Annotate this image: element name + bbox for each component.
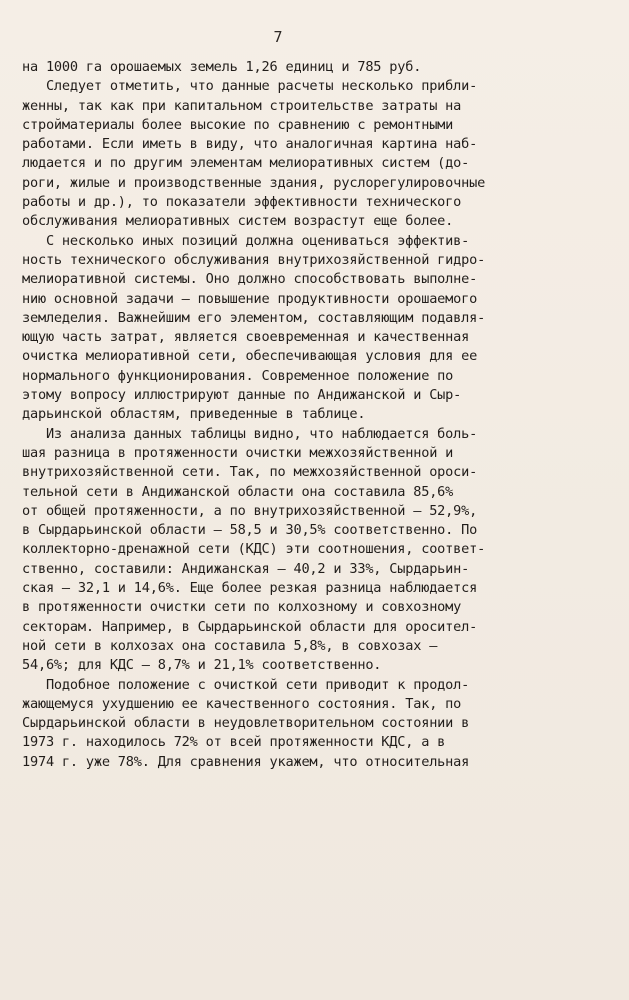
text-line: этому вопросу иллюстрируют данные по Андижанской и Сыр- bbox=[22, 387, 462, 404]
text-line: ность технического обслуживания внутрихозяйственной гидро- bbox=[22, 251, 486, 268]
text-line: внутрихозяйственной сети. Так, по межхозяйственной ороси- bbox=[22, 464, 478, 481]
body-text bbox=[22, 58, 622, 772]
text-line: тельной сети в Андижанской области она составила 85,6% bbox=[22, 483, 454, 500]
text-line: Сырдарьинской области в неудовлетворительном состоянии в bbox=[22, 715, 470, 732]
text-line: работами. Если иметь в виду, что аналогичная картина наб- bbox=[22, 136, 478, 153]
text-line: ская – 32,1 и 14,6%. Еще более резкая разница наблюдается bbox=[22, 580, 478, 597]
text-line: дарьинской областям, приведенные в таблице. bbox=[22, 406, 366, 423]
text-line: жающемуся ухудшению ее качественного состояния. Так, по bbox=[22, 695, 462, 712]
text-line: Из анализа данных таблицы видно, что наблюдается боль- bbox=[22, 425, 478, 442]
text-line: обслуживания мелиоративных систем возрастут еще более. bbox=[22, 213, 454, 230]
text-line: ной сети в колхозах она составила 5,8%, в совхозах – bbox=[22, 637, 438, 654]
text-line: работы и др.), то показатели эффективности технического bbox=[22, 194, 462, 211]
text-line: ственно, составили: Андижанская – 40,2 и 33%, Сырдарьин- bbox=[22, 560, 470, 577]
text-line: роги, жилые и производственные здания, руслорегулировочные bbox=[22, 174, 486, 191]
text-line: в Сырдарьинской области – 58,5 и 30,5% соответственно. По bbox=[22, 522, 478, 539]
text-line: от общей протяженности, а по внутрихозяйственной – 52,9%, bbox=[22, 502, 478, 519]
text-line: на 1000 га орошаемых земель 1,26 единиц и 785 руб. bbox=[22, 59, 422, 75]
text-line: ющую часть затрат, является своевременная и качественная bbox=[22, 329, 470, 346]
text-line: 54,6%; для КДС – 8,7% и 21,1% соответственно. bbox=[22, 657, 382, 674]
text-line: земледелия. Важнейшим его элементом, составляющим подавля- bbox=[22, 309, 486, 326]
text-line: мелиоративной системы. Оно должно способствовать выполне- bbox=[22, 271, 478, 288]
text-line: секторам. Например, в Сырдарьинской области для оросител- bbox=[22, 618, 478, 635]
text-line: Следует отметить, что данные расчеты несколько прибли- bbox=[22, 78, 478, 95]
text-line: стройматериалы более высокие по сравнению с ремонтными bbox=[22, 116, 454, 133]
text-line: в протяженности очистки сети по колхозному и совхозному bbox=[22, 599, 462, 616]
text-line: Подобное положение с очисткой сети приводит к продол- bbox=[22, 676, 470, 693]
text-line: женны, так как при капитальном строительстве затраты на bbox=[22, 97, 462, 114]
text-line: нию основной задачи – повышение продуктивности орошаемого bbox=[22, 290, 478, 307]
text-line: коллекторно-дренажной сети (КДС) эти соотношения, соответ- bbox=[22, 541, 486, 558]
page-number: 7 bbox=[273, 28, 283, 46]
text-line: шая разница в протяженности очистки межхозяйственной и bbox=[22, 444, 454, 461]
text-line: людается и по другим элементам мелиоративных систем (до- bbox=[22, 155, 470, 172]
text-line: С несколько иных позиций должна оцениваться эффектив- bbox=[22, 232, 470, 249]
text-line: 1973 г. находилось 72% от всей протяженности КДС, а в bbox=[22, 734, 446, 751]
text-line: очистка мелиоративной сети, обеспечивающая условия для ее bbox=[22, 348, 478, 365]
text-line: нормального функционирования. Современное положение по bbox=[22, 367, 454, 384]
text-line: 1974 г. уже 78%. Для сравнения укажем, что относительная bbox=[22, 753, 470, 770]
